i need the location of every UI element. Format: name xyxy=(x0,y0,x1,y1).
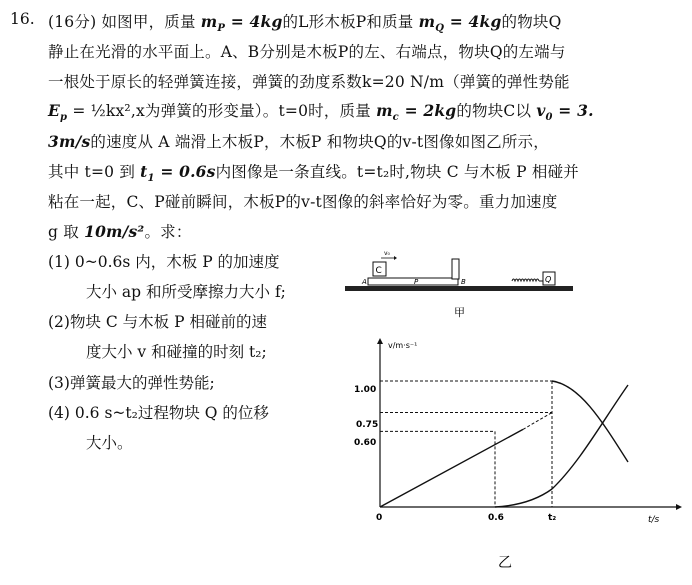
x-axis-arrow xyxy=(676,504,682,510)
t1-val: = 0.6s xyxy=(154,162,216,181)
mc-sub: c xyxy=(392,112,399,124)
problem-line-7: 粘在一起，C、P碰前瞬间，木板P的v-t图像的斜率恰好为零。重力加速度 xyxy=(48,193,558,211)
mQ: m xyxy=(418,12,436,31)
problem-line-6 xyxy=(48,160,579,184)
problem-line-2: 静止在光滑的水平面上。A、B分别是木板P的左、右端点，物块Q的左端与 xyxy=(48,43,566,61)
text: 。求： xyxy=(144,223,192,241)
mP-val: = 4kg xyxy=(225,12,283,31)
y-tick-0.60: 0.60 xyxy=(354,438,377,448)
question-1-line-1: (1) 0~0.6s 内，木板 P 的加速度 xyxy=(48,253,280,271)
y-tick-0.75: 0.75 xyxy=(356,420,379,430)
label-q: Q xyxy=(545,275,552,284)
v0-val: = 3. xyxy=(552,101,594,120)
t1: t xyxy=(140,162,148,181)
x-tick-0: 0 xyxy=(376,513,383,523)
y-axis-label: v/m·s⁻¹ xyxy=(388,341,418,350)
mP-sub: P xyxy=(217,23,226,35)
question-4-line-1: (4) 0.6 s~t₂过程物块 Q 的位移 xyxy=(48,404,269,422)
figure-jia xyxy=(340,250,580,320)
label-b: B xyxy=(461,278,466,286)
text: 内图像是一条直线。t=t₂时,物块 C 与木板 P 相碰并 xyxy=(215,163,579,181)
problem-line-8 xyxy=(48,220,192,242)
figure-yi-caption: 乙 xyxy=(498,555,512,571)
problem-line-5 xyxy=(48,130,549,152)
problem-line-3: 一根处于原长的轻弹簧连接，弹簧的劲度系数k=20 N/m（弹簧的弹性势能 xyxy=(48,73,570,91)
mQ-sub: Q xyxy=(435,23,445,35)
text: 的物块Q xyxy=(501,13,562,31)
text: 的速度从 A 端滑上木板P，木板P 和物块Q的v-t图像如图乙所示， xyxy=(90,133,549,151)
g-value: 10m/s² xyxy=(84,222,145,241)
ground xyxy=(345,286,573,291)
figure-jia-caption: 甲 xyxy=(454,306,465,319)
series-board-p-extension xyxy=(523,413,552,430)
board-p xyxy=(368,278,458,285)
problem-line-4 xyxy=(48,99,594,123)
chart-marks xyxy=(380,381,628,507)
x-tick-t2: t₂ xyxy=(548,513,557,523)
y-axis-arrow xyxy=(377,338,383,344)
text: 如图甲，质量 xyxy=(101,13,201,31)
text: 的物块C以 xyxy=(456,102,537,120)
Ep: E xyxy=(48,101,61,120)
text: g 取 xyxy=(48,223,85,241)
Ep-sub: p xyxy=(60,112,68,124)
question-2-line-1: (2)物块 C 与木板 P 相碰前的速 xyxy=(48,313,267,331)
t1-sub: 1 xyxy=(147,173,155,185)
label-c: C xyxy=(375,266,382,276)
figure-yi-vt-graph xyxy=(340,330,685,580)
mc-val: = 2kg xyxy=(398,101,457,120)
problem-line-1 xyxy=(48,10,562,34)
label-v0: v₀ xyxy=(384,250,390,257)
score: (16分) xyxy=(48,13,97,31)
series-block-q-rising xyxy=(552,385,628,489)
y-tick-1.00: 1.00 xyxy=(354,385,377,395)
spring xyxy=(512,279,539,281)
board-p-wall xyxy=(452,259,459,279)
mP: m xyxy=(200,12,218,31)
problem-number: 16. xyxy=(10,10,35,28)
x-tick-0.6: 0.6 xyxy=(488,513,504,523)
series-block-q-early xyxy=(495,489,552,507)
x-axis-label: t/s xyxy=(648,515,660,525)
v0-arrowhead xyxy=(394,256,397,260)
v0: v xyxy=(536,101,546,120)
question-3: (3)弹簧最大的弹性势能; xyxy=(48,374,215,392)
label-a: A xyxy=(362,278,367,286)
question-4-line-2: 大小。 xyxy=(86,434,133,452)
mQ-val: = 4kg xyxy=(444,12,502,31)
text: = ½kx²,x为弹簧的形变量）。t=0时，质量 xyxy=(67,102,377,120)
question-2-line-2: 度大小 v 和碰撞的时刻 t₂; xyxy=(86,343,267,361)
series-board-p-linear xyxy=(380,429,523,507)
series-cp-decreasing xyxy=(552,381,628,462)
v0-sub: 0 xyxy=(545,112,553,124)
text: 的L形木板P和质量 xyxy=(282,13,419,31)
label-p: P xyxy=(414,278,419,286)
mc: m xyxy=(376,101,393,120)
v0-cont: 3m/s xyxy=(48,132,91,151)
text: 其中 t=0 到 xyxy=(48,163,141,181)
question-1-line-2: 大小 ap 和所受摩擦力大小 f; xyxy=(86,283,286,301)
